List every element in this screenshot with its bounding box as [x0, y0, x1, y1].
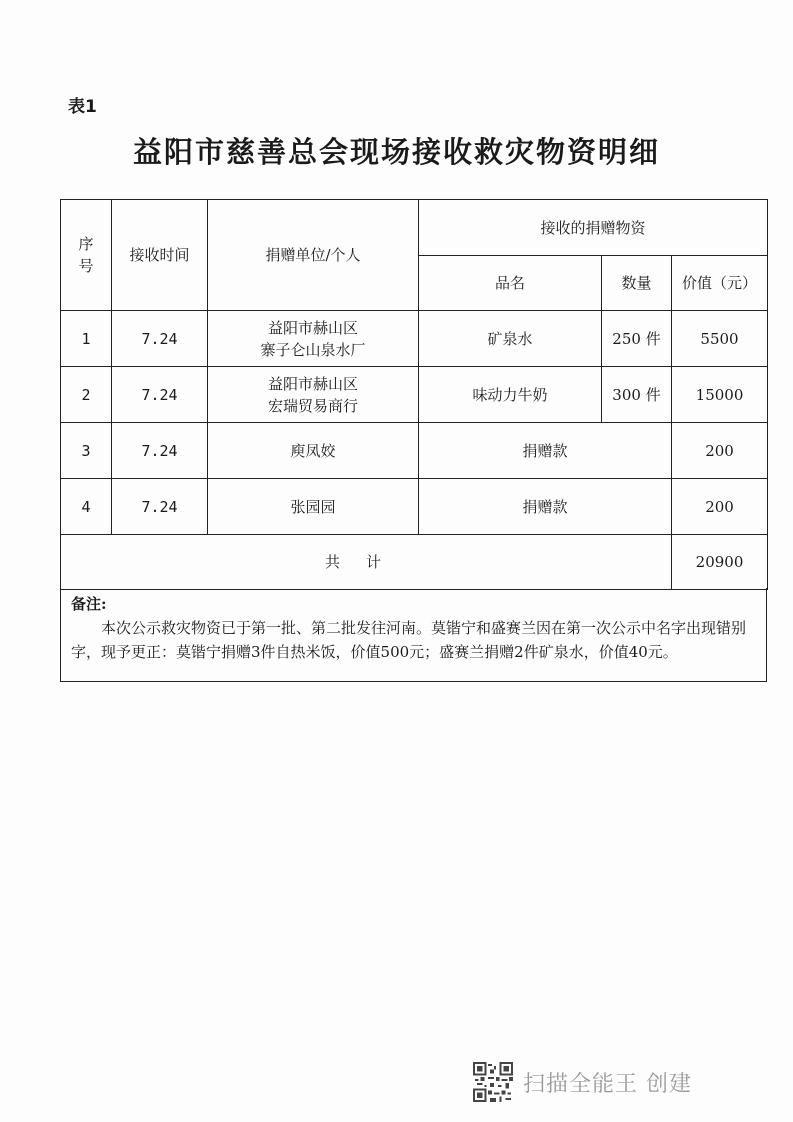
remarks-text: 本次公示救灾物资已于第一批、第二批发往河南。莫锴宁和盛赛兰因在第一次公示中名字出现错别字，现予更正：莫锴宁捐赠3件自热米饭，价值500元；盛赛兰捐赠2件矿泉水，价值40元。: [71, 619, 747, 661]
header-donor: 捐赠单位/个人: [208, 200, 419, 311]
row-donor-line2: 寨子仑山泉水厂: [260, 340, 366, 359]
watermark-text: 扫描全能王 创建: [523, 1071, 692, 1097]
row-donor: 张园园: [208, 479, 419, 535]
total-row: [61, 535, 768, 590]
header-time: 接收时间: [112, 200, 208, 311]
total-value: 20900: [672, 535, 768, 590]
header-value: 价值（元）: [672, 256, 768, 311]
row-item: 味动力牛奶: [419, 367, 602, 423]
row-donor-line1: 益阳市赫山区: [267, 318, 358, 337]
row-quantity: 250 件: [602, 311, 672, 367]
row-item: 捐赠款: [419, 423, 672, 479]
header-row-1: [61, 200, 768, 256]
row-seq: 4: [61, 479, 112, 535]
remarks-section: [60, 588, 767, 682]
table-row: [61, 423, 768, 479]
table-row: [61, 311, 768, 367]
row-quantity: 300 件: [602, 367, 672, 423]
row-value: 15000: [672, 367, 768, 423]
row-value: 200: [672, 479, 768, 535]
row-donor-line2: 宏瑞贸易商行: [267, 396, 358, 415]
header-seq: 序号: [61, 200, 112, 311]
donation-table: [60, 199, 768, 590]
header-received-goods: 接收的捐赠物资: [419, 200, 768, 256]
header-item: 品名: [419, 256, 602, 311]
row-donor: 庾凤姣: [208, 423, 419, 479]
row-seq: 2: [61, 367, 112, 423]
row-value: 200: [672, 423, 768, 479]
header-quantity: 数量: [602, 256, 672, 311]
remarks-label: 备注:: [71, 595, 107, 613]
row-seq: 3: [61, 423, 112, 479]
row-seq: 1: [61, 311, 112, 367]
table-number: 表1: [68, 97, 97, 117]
document-title: 益阳市慈善总会现场接收救灾物资明细: [132, 135, 660, 169]
table-row: [61, 367, 768, 423]
table-row: [61, 479, 768, 535]
row-time: 7.24: [112, 423, 208, 479]
scanner-watermark: [473, 1060, 692, 1104]
row-donor: [208, 311, 419, 367]
row-item: 矿泉水: [419, 311, 602, 367]
row-value: 5500: [672, 311, 768, 367]
row-item: 捐赠款: [419, 479, 672, 535]
row-time: 7.24: [112, 311, 208, 367]
row-time: 7.24: [112, 479, 208, 535]
row-time: 7.24: [112, 367, 208, 423]
total-label: 共计: [61, 535, 672, 590]
row-donor-line1: 益阳市赫山区: [267, 374, 358, 393]
qr-code-icon: [473, 1062, 513, 1102]
row-donor: [208, 367, 419, 423]
